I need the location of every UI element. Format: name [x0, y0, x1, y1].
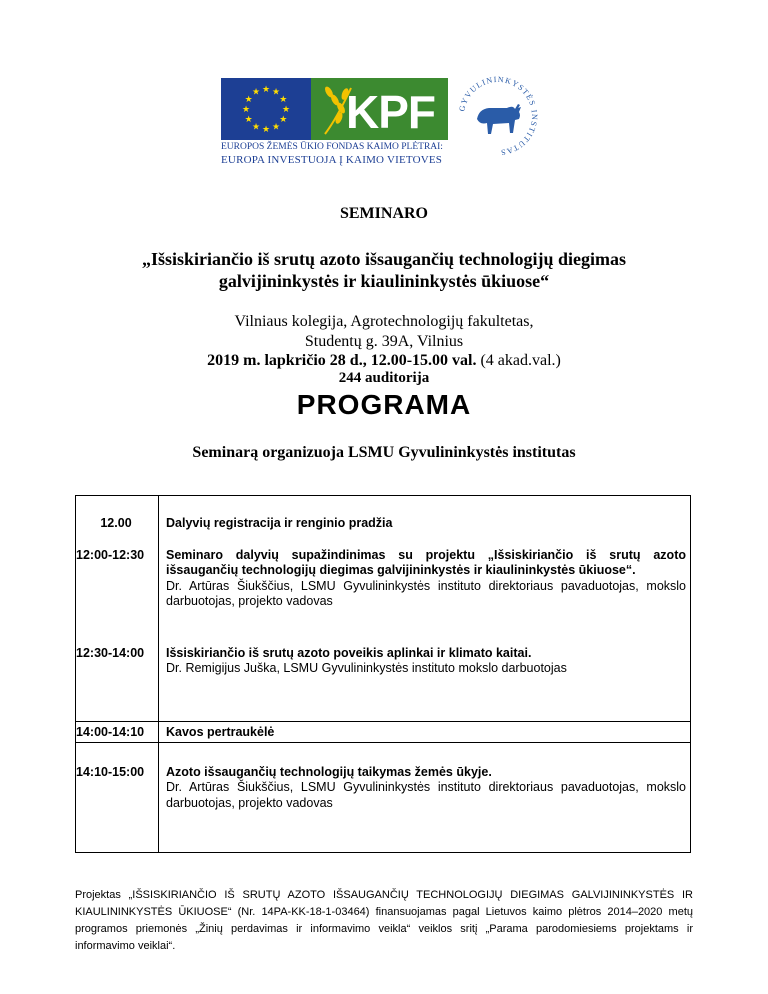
schedule-item — [166, 765, 686, 811]
time-cell: 12:00-12:30 — [76, 548, 145, 562]
item-title: Azoto išsaugančių technologijų taikymas žemės ūkyje. — [166, 765, 492, 779]
bull-icon — [477, 104, 521, 134]
time-cell: 12.00 — [100, 516, 132, 530]
column-divider — [158, 496, 159, 852]
institute-ring-text: GYVULININKYSTĖS INSTITUTAS — [457, 74, 540, 158]
time-cell: 12:30-14:00 — [76, 646, 145, 660]
schedule-item — [166, 548, 686, 609]
item-details: Dr. Artūras Šiukščius, LSMU Gyvulininkystės instituto direktoriaus pavaduotojas, mokslo darbuotojas, projekto vadovas — [166, 780, 686, 810]
kpf-text: KPF — [346, 86, 435, 138]
schedule-table — [75, 495, 691, 853]
eu-star-icon: ★ — [261, 124, 271, 134]
date-bold: 2019 m. lapkričio 28 d., 12.00-15.00 val. — [207, 352, 477, 369]
eu-star-icon: ★ — [271, 121, 281, 132]
eu-star-icon: ★ — [244, 94, 253, 104]
seminar-label: SEMINARO — [339, 205, 428, 222]
time-cell: 14:10-15:00 — [76, 765, 145, 779]
eu-kpf-logo — [221, 78, 448, 165]
seminar-title-line2: galvijininkystės ir kiaulininkystės ūkiuose“ — [218, 271, 550, 291]
eu-fund-caption: EUROPOS ŽEMĖS ŪKIO FONDAS KAIMO PLĖTRAI: — [221, 142, 443, 152]
item-title: Dalyvių registracija ir renginio pradžia — [166, 516, 393, 530]
seminar-title-line1: „Išsiskiriančio iš srutų azoto išsaugančių technologijų diegimas — [141, 249, 627, 269]
row-divider — [76, 742, 690, 743]
eu-star-icon: ★ — [261, 84, 271, 94]
eu-star-icon: ★ — [279, 114, 288, 124]
eu-star-icon: ★ — [271, 86, 281, 97]
eu-star-icon: ★ — [244, 114, 253, 124]
eu-star-icon: ★ — [241, 104, 251, 114]
venue-line1: Vilniaus kolegija, Agrotechnologijų fakultetas, — [234, 313, 534, 330]
venue — [0, 312, 768, 352]
kpf-logo — [311, 78, 448, 140]
date-line — [0, 352, 768, 370]
item-details: Dr. Artūras Šiukščius, LSMU Gyvulininkystės instituto direktoriaus pavaduotojas, mokslo darbuotojas, projekto vadovas — [166, 578, 686, 608]
eu-invest-caption: EUROPA INVESTUOJA Į KAIMO VIETOVES — [221, 154, 443, 166]
programa-heading: PROGRAMA — [296, 389, 472, 420]
row-divider — [76, 721, 690, 722]
item-title: Kavos pertraukėlė — [166, 725, 275, 739]
seminar-title — [0, 248, 768, 292]
date-note: (4 akad.val.) — [476, 352, 561, 369]
schedule-item — [166, 646, 686, 677]
eu-star-icon: ★ — [251, 86, 261, 97]
schedule-item — [166, 516, 686, 531]
organizer: Seminarą organizuoja LSMU Gyvulininkystės institutas — [192, 444, 576, 461]
item-title: Išsiskiriančio iš srutų azoto poveikis aplinkai ir klimato kaitai. — [166, 646, 532, 660]
time-cell: 14:00-14:10 — [76, 725, 145, 739]
venue-line2: Studentų g. 39A, Vilnius — [304, 333, 464, 350]
eu-star-icon: ★ — [281, 104, 291, 114]
item-title: Seminaro dalyvių supažindinimas su projektu „Išsiskiriančio iš srutų azoto išsaugančių technologijų diegimas galvijininkystės ir kiaulininkystės ūkiuose“. — [166, 548, 686, 578]
eu-star-icon: ★ — [279, 94, 288, 104]
room: 244 auditorija — [338, 370, 430, 386]
item-details: Dr. Remigijus Juška, LSMU Gyvulininkystės instituto mokslo darbuotojas — [166, 661, 567, 676]
eu-star-icon: ★ — [251, 121, 261, 132]
footer-note: Projektas „IŠSISKIRIANČIO IŠ SRUTŲ AZOTO IŠSAUGANČIŲ TECHNOLOGIJŲ DIEGIMAS GALVIJININKYSTĖS IR KIAULININKYSTĖS ŪKIUOSE“ (Nr. 14PA-KK-18-1-03464) finansuojamas pagal Lietuvos kaimo plėtros 2014–2020 metų programos priemonės „Žinių perdavimas ir informavimo veikla“ veiklos sritį „Parama parodomiesiems projektams ir informavimo veiklai“. — [75, 889, 693, 952]
eu-flag-icon — [221, 78, 311, 140]
schedule-item — [166, 725, 686, 740]
institute-logo — [455, 73, 541, 159]
